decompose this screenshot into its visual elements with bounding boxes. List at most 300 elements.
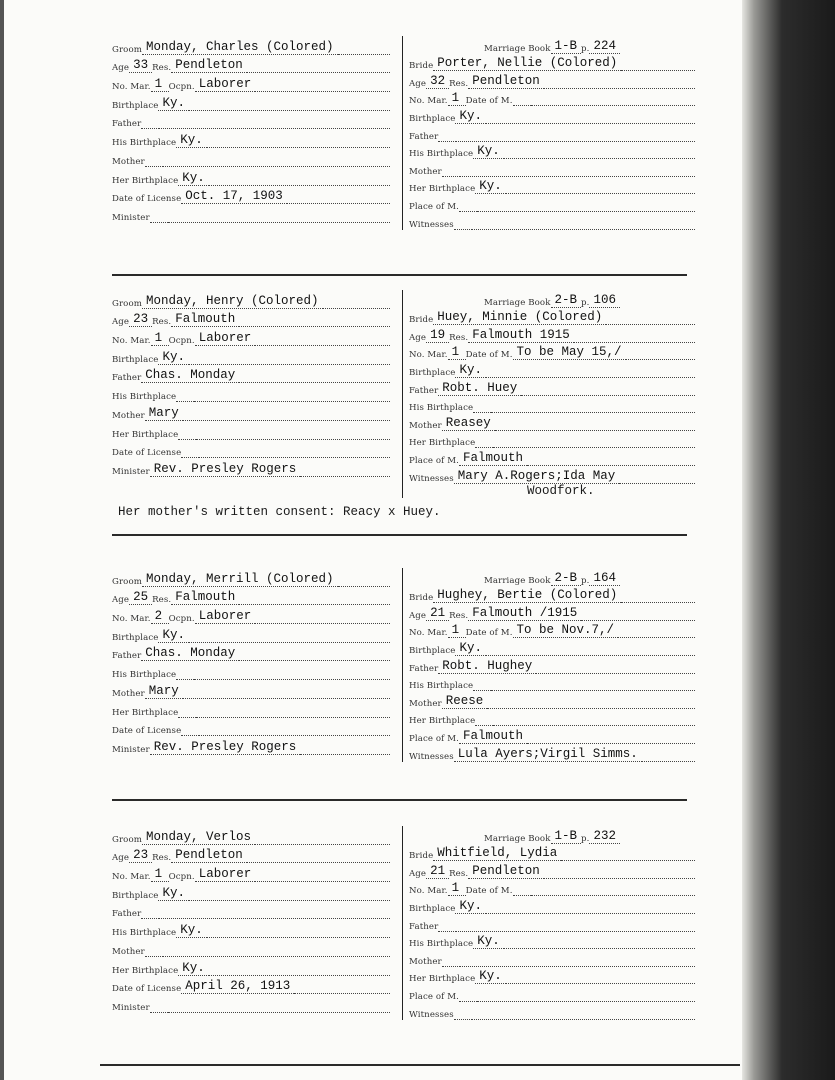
form-row (112, 421, 390, 440)
form-row (112, 976, 390, 995)
form-row (112, 957, 390, 976)
witnesses-value (454, 1019, 472, 1020)
age-label: Age (112, 853, 130, 864)
p-value: 106 (589, 294, 620, 308)
date_of_m-label: Date of M. (465, 628, 513, 639)
dotted-line (491, 411, 695, 413)
dotted-line (506, 192, 695, 194)
date_of_m-label: Date of M. (465, 886, 513, 897)
his_birthplace-value: Ky. (473, 145, 504, 159)
form-row (409, 896, 695, 914)
witnesses-label: Witnesses (409, 473, 454, 484)
marriage_book-value: 1-B (551, 830, 582, 844)
res-value: Falmouth /1915 (468, 607, 581, 621)
form-row (112, 882, 390, 901)
no_mar-value: 1 (448, 92, 466, 106)
birthplace-value: Ky. (455, 110, 486, 124)
dotted-line (527, 464, 695, 466)
age-value: 23 (129, 313, 152, 327)
form-row (112, 587, 390, 606)
place_of_m-label: Place of M. (409, 201, 460, 212)
date_of_m-value: To be May 15,/ (513, 346, 626, 360)
dotted-line (472, 228, 695, 230)
ocpn-value: Laborer (195, 610, 256, 624)
dotted-line (493, 446, 695, 448)
bride-value: Huey, Minnie (Colored) (433, 311, 606, 325)
his_birthplace-label: His Birthplace (112, 138, 177, 149)
ocpn-label: Ocpn. (168, 336, 195, 347)
his_birthplace-value: Ky. (473, 935, 504, 949)
form-row (409, 674, 695, 692)
groom-label: Groom (112, 298, 142, 309)
form-row (409, 709, 695, 727)
res-value: Falmouth 1915 (468, 329, 574, 343)
form-row (409, 826, 695, 844)
form-row (112, 365, 390, 384)
place_of_m-label: Place of M. (409, 733, 460, 744)
dotted-line (194, 678, 390, 680)
her_birthplace-value: Ky. (178, 172, 209, 186)
divider (112, 274, 687, 276)
her_birthplace-label: Her Birthplace (112, 429, 179, 440)
minister-label: Minister (112, 466, 150, 477)
her_birthplace-label: Her Birthplace (409, 184, 476, 195)
minister-label: Minister (112, 744, 150, 755)
minister-value (150, 1012, 168, 1013)
marriage_book-label: Marriage Book (484, 575, 551, 586)
age-label: Age (112, 317, 130, 328)
age-label: Age (112, 63, 130, 74)
place_of_m-label: Place of M. (409, 991, 460, 1002)
birthplace-value: Ky. (455, 900, 486, 914)
age-label: Age (409, 332, 427, 343)
bride-section (402, 826, 695, 1020)
groom-section (112, 568, 390, 755)
dotted-line (168, 221, 390, 223)
form-row (112, 55, 390, 74)
father-value: Robt. Hughey (438, 660, 536, 674)
dotted-line (460, 965, 695, 967)
dotted-line (255, 843, 390, 845)
form-row (409, 413, 695, 431)
dotted-line (207, 936, 390, 938)
birthplace-label: Birthplace (112, 632, 159, 643)
dotted-line (621, 69, 695, 71)
dotted-line (504, 947, 695, 949)
bride-label: Bride (409, 315, 434, 326)
age-label: Age (409, 78, 427, 89)
dotted-line (196, 438, 390, 440)
mother-label: Mother (409, 166, 442, 177)
dotted-line (456, 140, 695, 142)
marriage_book-label: Marriage Book (484, 833, 551, 844)
birthplace-value: Ky. (158, 97, 189, 111)
dotted-line (491, 689, 695, 691)
dotted-line (159, 917, 390, 919)
p-label: p. (581, 833, 590, 844)
dotted-line (189, 641, 390, 643)
dotted-line (536, 672, 695, 674)
form-row (112, 605, 390, 624)
dotted-line (189, 109, 390, 111)
bride-section (402, 568, 695, 762)
her_birthplace-label: Her Birthplace (112, 965, 179, 976)
place_of_m-value: Falmouth (459, 730, 527, 744)
bride-label: Bride (409, 851, 434, 862)
divider (112, 534, 687, 536)
form-row (112, 402, 390, 421)
marriage_book-label: Marriage Book (484, 297, 551, 308)
dotted-line (199, 734, 390, 736)
minister-value: Rev. Presley Rogers (150, 463, 301, 477)
mother-label: Mother (409, 420, 442, 431)
dotted-line (239, 381, 390, 383)
marriage_book-label: Marriage Book (484, 43, 551, 54)
dotted-line (504, 157, 695, 159)
ocpn-value: Laborer (195, 78, 256, 92)
mother-label: Mother (112, 156, 145, 167)
dotted-line (159, 127, 390, 129)
form-row (409, 621, 695, 639)
mother-label: Mother (112, 688, 145, 699)
no_mar-label: No. Mar. (112, 336, 151, 347)
minister-value: Rev. Presley Rogers (150, 741, 301, 755)
dotted-line (209, 184, 390, 186)
father-label: Father (409, 663, 439, 674)
mother-value: Mary (145, 407, 183, 421)
dotted-line (486, 654, 695, 656)
dotted-line (574, 341, 695, 343)
dotted-line (495, 429, 695, 431)
his_birthplace-value (176, 679, 194, 680)
bride-label: Bride (409, 593, 434, 604)
dotted-line (619, 482, 695, 484)
form-row (112, 167, 390, 186)
form-row (409, 212, 695, 230)
her_birthplace-label: Her Birthplace (112, 175, 179, 186)
date_of_license-value: April 26, 1913 (181, 980, 294, 994)
dotted-line (521, 394, 695, 396)
form-row (112, 624, 390, 643)
minister-value (150, 222, 168, 223)
mother-value: Reese (442, 695, 488, 709)
res-value: Pendleton (468, 865, 544, 879)
birthplace-value: Ky. (158, 887, 189, 901)
form-row (409, 360, 695, 378)
birthplace-value: Ky. (158, 629, 189, 643)
form-row (112, 919, 390, 938)
form-row (112, 383, 390, 402)
form-row (112, 845, 390, 864)
bride-section (402, 36, 695, 230)
birthplace-label: Birthplace (112, 100, 159, 111)
form-row (409, 466, 695, 484)
age-label: Age (112, 595, 130, 606)
form-row (112, 92, 390, 111)
age-value: 23 (129, 849, 152, 863)
her_birthplace-label: Her Birthplace (409, 974, 476, 985)
date_of_license-value (181, 735, 199, 736)
father-label: Father (112, 373, 142, 384)
p-label: p. (581, 43, 590, 54)
form-row (112, 699, 390, 718)
form-row (112, 73, 390, 92)
birthplace-label: Birthplace (112, 354, 159, 365)
form-row (112, 36, 390, 55)
date_of_license-label: Date of License (112, 984, 182, 995)
groom-label: Groom (112, 44, 142, 55)
no_mar-label: No. Mar. (112, 614, 151, 625)
form-row (409, 71, 695, 89)
res-label: Res. (449, 332, 469, 343)
res-label: Res. (152, 853, 172, 864)
father-value: Chas. Monday (141, 647, 239, 661)
dotted-line (196, 716, 390, 718)
form-row (409, 448, 695, 466)
form-row (409, 879, 695, 897)
marriage_book-value: 2-B (551, 294, 582, 308)
her_birthplace-value (178, 717, 196, 718)
age-label: Age (409, 868, 427, 879)
form-row (112, 718, 390, 737)
minister-label: Minister (112, 212, 150, 223)
form-row (409, 691, 695, 709)
dotted-line (477, 210, 695, 212)
father-value (438, 931, 456, 932)
form-row (409, 177, 695, 195)
mother-label: Mother (112, 410, 145, 421)
witnesses-value (454, 229, 472, 230)
dotted-line (163, 165, 390, 167)
dotted-line (323, 307, 390, 309)
groom-value: Monday, Henry (Colored) (142, 295, 323, 309)
res-value: Pendleton (468, 75, 544, 89)
form-row (112, 111, 390, 130)
dotted-line (456, 930, 695, 932)
dotted-line (189, 899, 390, 901)
form-row (409, 378, 695, 396)
consent-note: Her mother's written consent: Reacy x Huey. (118, 505, 441, 519)
groom-section (112, 826, 390, 1013)
his_birthplace-label: His Birthplace (112, 392, 177, 403)
witnesses-value: Mary A.Rogers;Ida May (454, 470, 620, 484)
her_birthplace-value (475, 725, 493, 726)
father-value: Robt. Huey (438, 382, 521, 396)
form-row (112, 440, 390, 459)
his_birthplace-value (473, 690, 491, 691)
form-row (409, 861, 695, 879)
her_birthplace-value: Ky. (178, 962, 209, 976)
place_of_m-label: Place of M. (409, 455, 460, 466)
dotted-line (247, 71, 390, 73)
dotted-line (506, 982, 695, 984)
date_of_license-label: Date of License (112, 726, 182, 737)
mother-value (442, 176, 460, 177)
his_birthplace-label: His Birthplace (409, 149, 474, 160)
witnesses-label: Witnesses (409, 751, 454, 762)
her_birthplace-label: Her Birthplace (112, 707, 179, 718)
form-row (112, 901, 390, 920)
birthplace-value: Ky. (158, 351, 189, 365)
res-label: Res. (449, 610, 469, 621)
bride-section (402, 290, 695, 498)
form-row (409, 54, 695, 72)
no_mar-value: 1 (448, 624, 466, 638)
father-label: Father (112, 119, 142, 130)
father-value (141, 128, 159, 129)
dotted-line (287, 202, 390, 204)
his_birthplace-label: His Birthplace (409, 681, 474, 692)
dotted-line (207, 146, 390, 148)
her_birthplace-value (475, 447, 493, 448)
mother-value (145, 166, 163, 167)
dotted-line (531, 894, 695, 896)
mother-label: Mother (409, 956, 442, 967)
date_of_m-label: Date of M. (465, 96, 513, 107)
his_birthplace-label: His Birthplace (409, 403, 474, 414)
ocpn-value: Laborer (195, 868, 256, 882)
form-row (409, 1002, 695, 1020)
form-row (112, 327, 390, 346)
no_mar-value: 1 (448, 346, 466, 360)
p-value: 232 (589, 830, 620, 844)
dotted-line (544, 87, 695, 89)
mother-value: Reasey (442, 417, 495, 431)
form-row (112, 290, 390, 309)
scan-left-edge (0, 0, 4, 1080)
birthplace-label: Birthplace (409, 903, 456, 914)
bride-label: Bride (409, 61, 434, 72)
mother-value: Mary (145, 685, 183, 699)
dotted-line (493, 724, 695, 726)
birthplace-value: Ky. (455, 364, 486, 378)
dotted-line (239, 603, 390, 605)
date_of_license-value: Oct. 17, 1903 (181, 190, 287, 204)
father-value (141, 918, 159, 919)
no_mar-value: 1 (151, 868, 169, 882)
no_mar-value: 2 (151, 610, 169, 624)
groom-section (112, 290, 390, 477)
date_of_license-label: Date of License (112, 194, 182, 205)
ocpn-label: Ocpn. (168, 872, 195, 883)
form-row (409, 726, 695, 744)
form-row (112, 680, 390, 699)
marriage_book-value: 2-B (551, 572, 582, 586)
witnesses-label: Witnesses (409, 219, 454, 230)
form-row (112, 661, 390, 680)
form-row (409, 159, 695, 177)
witnesses-continuation: Woodfork. (527, 483, 595, 498)
dotted-line (626, 358, 695, 360)
age-label: Age (409, 610, 427, 621)
dotted-line (255, 344, 390, 346)
form-row (409, 844, 695, 862)
dotted-line (606, 323, 695, 325)
date_of_m-value (513, 105, 531, 106)
witnesses-label: Witnesses (409, 1009, 454, 1020)
dotted-line (561, 859, 695, 861)
form-row (409, 744, 695, 762)
form-row (409, 89, 695, 107)
dotted-line (338, 53, 390, 55)
his_birthplace-label: His Birthplace (112, 928, 177, 939)
form-row (112, 129, 390, 148)
no_mar-value: 1 (151, 332, 169, 346)
groom-value: Monday, Verlos (142, 831, 255, 845)
form-row (409, 568, 695, 586)
dotted-line (194, 400, 390, 402)
no_mar-label: No. Mar. (409, 886, 448, 897)
father-label: Father (112, 651, 142, 662)
form-row (409, 343, 695, 361)
age-value: 33 (129, 59, 152, 73)
date_of_license-value (181, 457, 199, 458)
place_of_m-value (459, 1001, 477, 1002)
place_of_m-value (459, 211, 477, 212)
age-value: 32 (426, 75, 449, 89)
scan-right-margin (742, 0, 835, 1080)
form-row (409, 967, 695, 985)
no_mar-label: No. Mar. (409, 96, 448, 107)
no_mar-label: No. Mar. (112, 82, 151, 93)
ocpn-label: Ocpn. (168, 614, 195, 625)
res-label: Res. (449, 868, 469, 879)
form-row (409, 656, 695, 674)
age-value: 19 (426, 329, 449, 343)
res-value: Falmouth (171, 313, 239, 327)
dotted-line (487, 707, 695, 709)
mother-label: Mother (112, 946, 145, 957)
groom-section (112, 36, 390, 223)
form-row (112, 204, 390, 223)
form-row (112, 643, 390, 662)
res-label: Res. (152, 595, 172, 606)
mother-value (442, 966, 460, 967)
age-value: 25 (129, 591, 152, 605)
no_mar-label: No. Mar. (112, 872, 151, 883)
date_of_m-value: To be Nov.7,/ (513, 624, 619, 638)
divider (112, 799, 687, 801)
dotted-line (527, 742, 695, 744)
form-row (409, 142, 695, 160)
form-row (112, 309, 390, 328)
his_birthplace-value: Ky. (176, 134, 207, 148)
p-value: 164 (589, 572, 620, 586)
age-value: 21 (426, 865, 449, 879)
form-row (409, 586, 695, 604)
father-value: Chas. Monday (141, 369, 239, 383)
groom-label: Groom (112, 576, 142, 587)
father-label: Father (409, 385, 439, 396)
his_birthplace-value (176, 401, 194, 402)
ocpn-label: Ocpn. (168, 82, 195, 93)
dotted-line (486, 122, 695, 124)
form-row (112, 736, 390, 755)
mother-label: Mother (409, 698, 442, 709)
no_mar-label: No. Mar. (409, 350, 448, 361)
p-label: p. (581, 297, 590, 308)
form-row (409, 638, 695, 656)
witnesses-value: Lula Ayers;Virgil Simms. (454, 748, 642, 762)
date_of_m-value (513, 895, 531, 896)
birthplace-label: Birthplace (409, 645, 456, 656)
father-label: Father (409, 921, 439, 932)
his_birthplace-value: Ky. (176, 924, 207, 938)
dotted-line (486, 376, 695, 378)
dotted-line (544, 877, 695, 879)
form-row (409, 124, 695, 142)
res-label: Res. (449, 78, 469, 89)
